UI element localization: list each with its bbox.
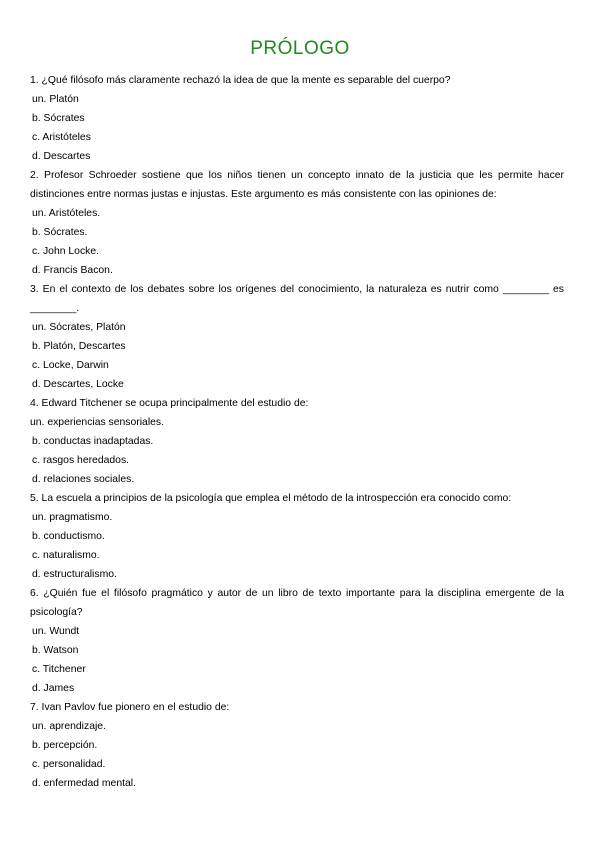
page-title: PRÓLOGO xyxy=(250,38,350,59)
option-d: d. Descartes xyxy=(32,151,91,162)
question-text: 3. En el contexto de los debates sobre los orígenes del conocimiento, la naturaleza es nutrir como ________ es ________. xyxy=(30,284,564,314)
option-c: c. Aristóteles xyxy=(32,132,91,143)
option-c: c. Titchener xyxy=(32,664,86,675)
question-3 xyxy=(30,280,564,394)
question-6 xyxy=(30,584,564,698)
option-a: un. Sócrates, Platón xyxy=(32,322,126,333)
question-4 xyxy=(30,394,564,489)
question-text: 5. La escuela a principios de la psicología que emplea el método de la introspección era conocido como: xyxy=(30,493,512,504)
option-a: un. pragmatismo. xyxy=(32,512,113,523)
option-c: c. John Locke. xyxy=(32,246,100,257)
option-d: d. estructuralismo. xyxy=(32,569,117,580)
question-list xyxy=(30,71,564,793)
question-1 xyxy=(30,71,564,166)
option-b: b. Sócrates. xyxy=(32,227,88,238)
option-b: b. Platón, Descartes xyxy=(32,341,126,352)
option-c: c. personalidad. xyxy=(32,759,106,770)
option-d: d. Descartes, Locke xyxy=(32,379,124,390)
question-7 xyxy=(30,698,564,793)
option-a: un. Aristóteles. xyxy=(32,208,101,219)
question-text: 6. ¿Quién fue el filósofo pragmático y autor de un libro de texto importante para la disciplina emergente de la psicología? xyxy=(30,588,564,618)
option-a: un. Wundt xyxy=(32,626,80,637)
option-a: un. aprendizaje. xyxy=(32,721,106,732)
option-b: b. Sócrates xyxy=(32,113,85,124)
question-text: 2. Profesor Schroeder sostiene que los niños tienen un concepto innato de la justicia que les permite hacer distinciones entre normas justas e injustas. Este argumento es más consistente con las opiniones de: xyxy=(30,170,564,200)
question-text: 7. Ivan Pavlov fue pionero en el estudio de: xyxy=(30,702,230,713)
question-2 xyxy=(30,166,564,280)
option-b: b. Watson xyxy=(32,645,79,656)
option-b: b. percepción. xyxy=(32,740,98,751)
option-a: un. experiencias sensoriales. xyxy=(30,417,164,428)
question-5 xyxy=(30,489,564,584)
option-d: d. Francis Bacon. xyxy=(32,265,113,276)
option-d: d. James xyxy=(32,683,75,694)
option-a: un. Platón xyxy=(32,94,79,105)
question-text: 1. ¿Qué filósofo más claramente rechazó la idea de que la mente es separable del cuerpo? xyxy=(30,75,451,86)
option-c: c. Locke, Darwin xyxy=(32,360,109,371)
option-c: c. rasgos heredados. xyxy=(32,455,130,466)
option-d: d. relaciones sociales. xyxy=(32,474,135,485)
option-d: d. enfermedad mental. xyxy=(32,778,136,789)
option-c: c. naturalismo. xyxy=(32,550,100,561)
question-text: 4. Edward Titchener se ocupa principalmente del estudio de: xyxy=(30,398,309,409)
option-b: b. conductas inadaptadas. xyxy=(32,436,154,447)
option-b: b. conductismo. xyxy=(32,531,105,542)
